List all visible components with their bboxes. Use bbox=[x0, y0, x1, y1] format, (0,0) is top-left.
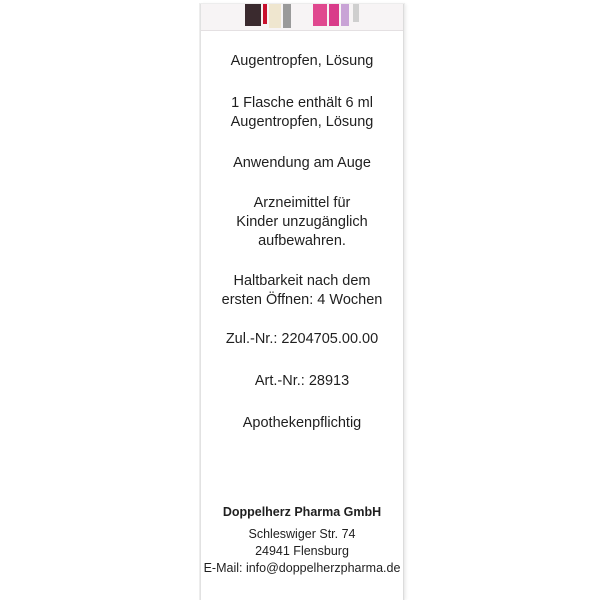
package-side-panel bbox=[200, 4, 404, 600]
article-number-text: Art.-Nr.: 28913 bbox=[254, 373, 350, 389]
approval-number-text: Zul.-Nr.: 2204705.00.00 bbox=[225, 331, 379, 347]
print-mark-gray bbox=[283, 4, 291, 28]
child-safety-text: Arzneimittel für Kinder unzugänglich aufbewahren. bbox=[236, 195, 368, 249]
manufacturer-city: 24941 Flensburg bbox=[255, 544, 349, 558]
pharmacy-only-text: Apothekenpflichtig bbox=[242, 415, 362, 431]
print-mark-red bbox=[263, 4, 267, 24]
print-mark-magenta bbox=[329, 4, 339, 26]
print-mark-light-gray bbox=[353, 4, 359, 22]
application-text: Anwendung am Auge bbox=[233, 155, 371, 171]
print-mark-pink bbox=[313, 4, 327, 26]
print-mark-dark bbox=[245, 4, 261, 26]
shelf-life-text: Haltbarkeit nach dem ersten Öffnen: 4 Wochen bbox=[221, 273, 383, 308]
manufacturer-email: E-Mail: info@doppelherzpharma.de bbox=[203, 561, 401, 575]
manufacturer-name: Doppelherz Pharma GmbH bbox=[222, 505, 382, 519]
contents-text: 1 Flasche enthält 6 ml Augentropfen, Lösung bbox=[230, 95, 374, 130]
package-top-flap bbox=[201, 4, 403, 31]
manufacturer-street: Schleswiger Str. 74 bbox=[248, 527, 356, 541]
print-mark-lavender bbox=[341, 4, 349, 26]
dosage-form-text: Augentropfen, Lösung bbox=[230, 53, 374, 69]
print-mark-cream bbox=[269, 4, 281, 28]
